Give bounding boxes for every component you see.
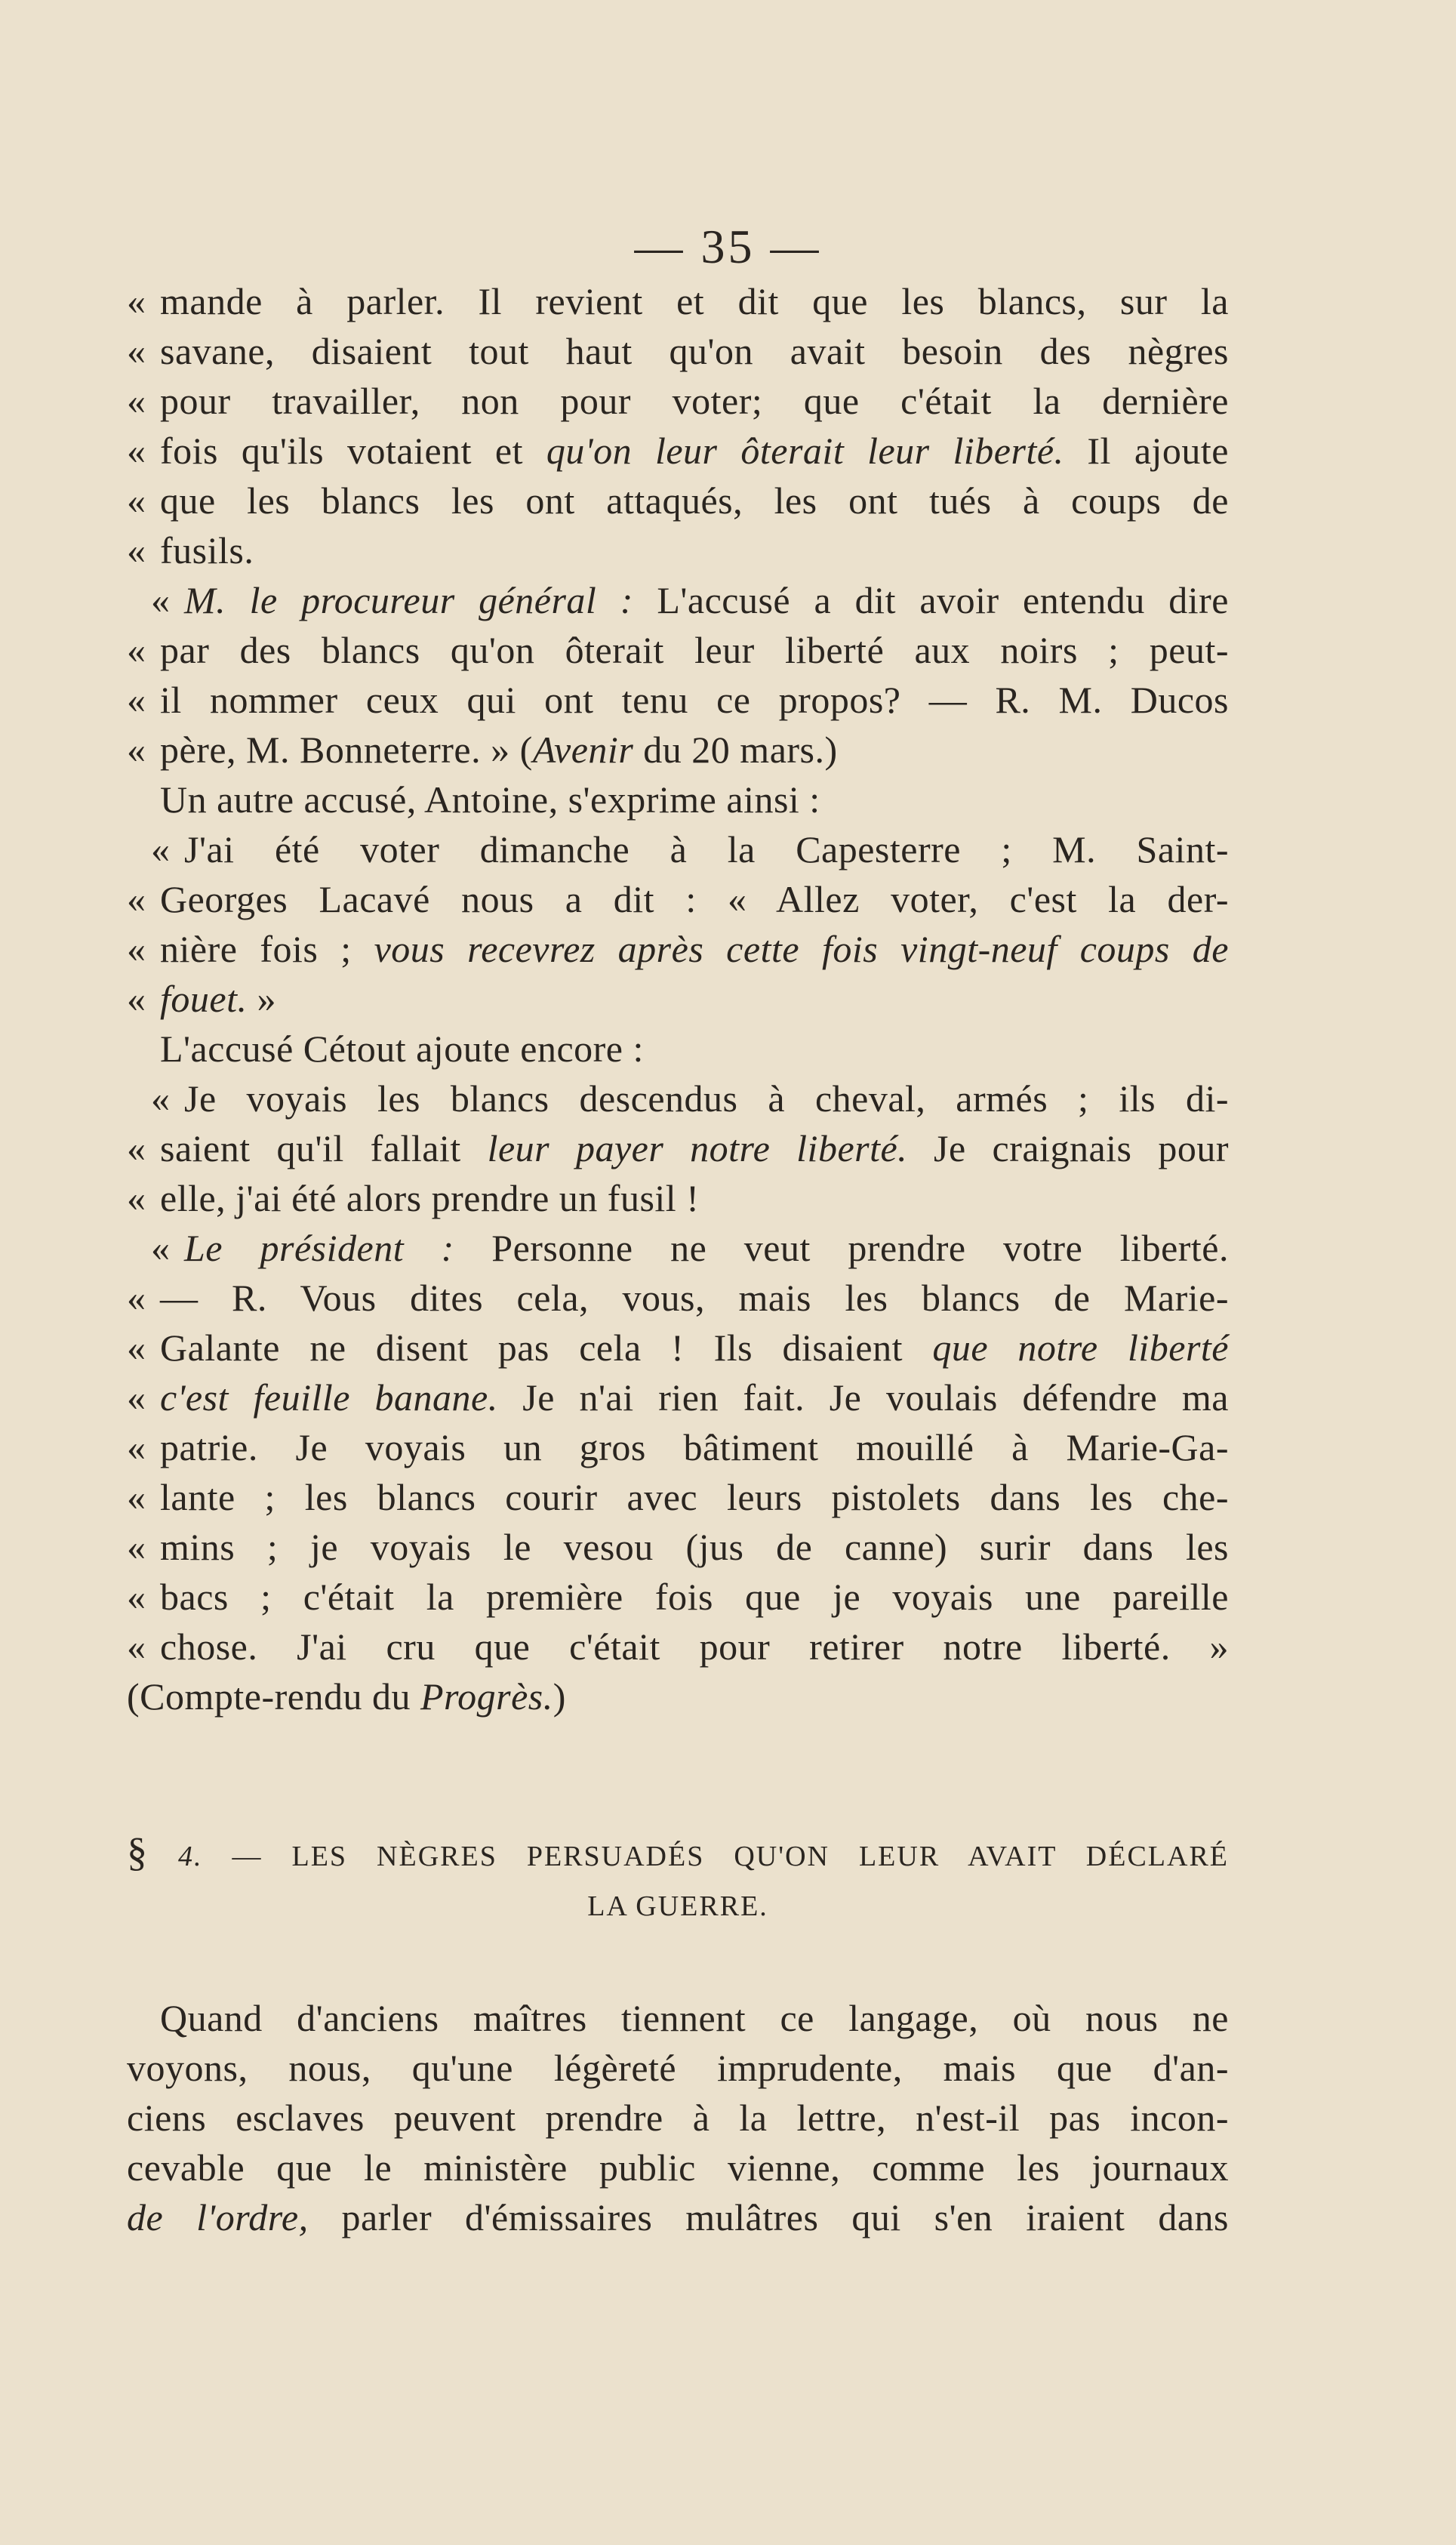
line-text: Galante ne disent pas cela ! Ils disaient — [160, 1326, 933, 1369]
quote-mark: « — [151, 1077, 171, 1120]
line-text: Personne ne veut prendre votre liberté. — [454, 1227, 1229, 1269]
text-line — [127, 2093, 1229, 2143]
quote-mark: « — [127, 529, 146, 572]
line-text: elle, j'ai été alors prendre un fusil ! — [160, 1177, 700, 1219]
text-line — [127, 824, 1229, 874]
quote-mark: « — [151, 1227, 171, 1269]
line-text: ) — [553, 1675, 566, 1718]
line-text-italic: leur payer notre liberté. — [487, 1127, 908, 1169]
line-text: chose. J'ai cru que c'était pour retirer notre liberté. » — [160, 1625, 1229, 1668]
text-line — [127, 974, 1229, 1024]
quote-mark: « — [127, 1376, 146, 1419]
line-text: savane, disaient tout haut qu'on avait besoin des nègres — [160, 330, 1229, 372]
quote-mark: « — [127, 280, 146, 322]
text-line — [127, 525, 1229, 575]
line-text: L'accusé Cétout ajoute encore : — [160, 1028, 644, 1070]
text-line — [127, 775, 1229, 824]
line-text-italic: M. le procureur général : — [184, 579, 633, 621]
quote-mark: « — [127, 1526, 146, 1568]
text-line — [127, 1622, 1229, 1672]
line-text: fusils. — [160, 529, 254, 572]
text-block-commentary — [127, 1993, 1229, 2242]
line-text: Je n'ai rien fait. Je voulais défendre ma — [497, 1376, 1229, 1419]
line-text: fois qu'ils votaient et — [160, 430, 546, 472]
quote-mark: « — [127, 629, 146, 671]
text-line — [127, 675, 1229, 725]
text-line — [127, 1422, 1229, 1472]
line-text: » — [247, 978, 276, 1020]
quote-mark: « — [151, 828, 171, 870]
quote-mark: « — [127, 1476, 146, 1518]
page-number: — 35 — — [634, 220, 822, 273]
line-text: Georges Lacavé nous a dit : « Allez voter, c'est la der- — [160, 878, 1229, 920]
quote-mark: « — [127, 978, 146, 1020]
line-text: Quand d'anciens maîtres tiennent ce langage, où nous ne — [160, 1997, 1229, 2039]
text-line — [127, 625, 1229, 675]
section-heading — [127, 1827, 1229, 1931]
text-line — [127, 1472, 1229, 1522]
line-text: patrie. Je voyais un gros bâtiment mouillé à Marie-Ga- — [160, 1426, 1229, 1468]
line-text: nière fois ; — [160, 928, 374, 970]
quote-mark: « — [151, 579, 171, 621]
line-text: il nommer ceux qui ont tenu ce propos? — R. M. Ducos — [160, 679, 1229, 721]
line-text: père, M. Bonneterre. » ( — [160, 729, 533, 771]
line-text: lante ; les blancs courir avec leurs pistolets dans les che- — [160, 1476, 1229, 1518]
line-text: ciens esclaves peuvent prendre à la lettre, n'est-il pas incon- — [127, 2097, 1229, 2139]
quote-mark: « — [127, 1625, 146, 1668]
text-line — [127, 1323, 1229, 1373]
quote-mark: « — [127, 679, 146, 721]
line-text: Un autre accusé, Antoine, s'exprime ainsi : — [160, 778, 820, 821]
text-line — [127, 575, 1229, 625]
text-line — [127, 1993, 1229, 2043]
text-line — [127, 2043, 1229, 2093]
quote-mark: « — [127, 1426, 146, 1468]
line-text-italic: que notre liberté — [932, 1326, 1229, 1369]
text-line — [127, 725, 1229, 775]
text-line — [127, 276, 1229, 326]
line-text: saient qu'il fallait — [160, 1127, 488, 1169]
quote-mark: « — [127, 878, 146, 920]
line-text: que les blancs les ont attaqués, les ont tués à coups de — [160, 479, 1229, 522]
line-text-italic: de l'ordre, — [127, 2196, 309, 2238]
text-line — [127, 326, 1229, 376]
quote-mark: « — [127, 1277, 146, 1319]
line-text-italic: vous recevrez après cette fois vingt-neuf coups de — [374, 928, 1229, 970]
quote-mark: « — [127, 479, 146, 522]
line-text-italic: c'est feuille banane. — [160, 1376, 498, 1419]
line-text: Il ajoute — [1064, 430, 1229, 472]
line-text: bacs ; c'était la première fois que je voyais une pareille — [160, 1576, 1229, 1618]
quote-mark: « — [127, 1326, 146, 1369]
text-line — [127, 1173, 1229, 1223]
line-text: mins ; je voyais le vesou (jus de canne) surir dans les — [160, 1526, 1229, 1568]
text-line — [127, 1273, 1229, 1323]
quote-mark: « — [127, 928, 146, 970]
text-line — [127, 426, 1229, 476]
line-text: Je craignais pour — [907, 1127, 1229, 1169]
text-line — [127, 1572, 1229, 1622]
line-text-italic: qu'on leur ôterait leur liberté. — [546, 430, 1064, 472]
quote-mark: « — [127, 1127, 146, 1169]
text-line — [127, 376, 1229, 426]
section-sign: § — [127, 1829, 149, 1875]
text-block-quotations — [127, 276, 1229, 1721]
text-line — [127, 1024, 1229, 1074]
line-text: J'ai été voter dimanche à la Capesterre ; M. Saint- — [184, 828, 1229, 870]
text-line — [127, 924, 1229, 974]
line-text: Je voyais les blancs descendus à cheval, armés ; ils di- — [184, 1077, 1229, 1120]
line-text: parler d'émissaires mulâtres qui s'en iraient dans — [308, 2196, 1229, 2238]
quote-mark: « — [127, 1576, 146, 1618]
line-text: L'accusé a dit avoir entendu dire — [633, 579, 1230, 621]
text-line — [127, 1074, 1229, 1123]
text-line — [127, 1672, 1229, 1721]
quote-mark: « — [127, 729, 146, 771]
text-line — [127, 476, 1229, 525]
line-text-italic: Le président : — [184, 1227, 454, 1269]
section-title-part-1: — LES NÈGRES PERSUADÉS QU'ON LEUR AVAIT DÉCLARÉ — [202, 1841, 1229, 1872]
line-text-italic: Avenir — [532, 729, 634, 771]
quote-mark: « — [127, 380, 146, 422]
quote-mark: « — [127, 330, 146, 372]
section-heading-line-1 — [127, 1827, 1229, 1881]
text-line — [127, 2192, 1229, 2242]
text-line — [127, 2143, 1229, 2192]
section-number: 4. — [178, 1841, 203, 1872]
line-text: (Compte-rendu du — [127, 1675, 420, 1718]
text-line — [127, 1522, 1229, 1572]
line-text: du 20 mars.) — [633, 729, 838, 771]
line-text: — R. Vous dites cela, vous, mais les blancs de Marie- — [160, 1277, 1229, 1319]
text-line — [127, 1123, 1229, 1173]
quote-mark: « — [127, 430, 146, 472]
line-text-italic: fouet. — [160, 978, 248, 1020]
text-line — [127, 1223, 1229, 1273]
line-text: voyons, nous, qu'une légèreté imprudente, mais que d'an- — [127, 2047, 1229, 2089]
line-text: cevable que le ministère public vienne, comme les journaux — [127, 2146, 1229, 2189]
quote-mark: « — [127, 1177, 146, 1219]
section-title-part-2: LA GUERRE. — [587, 1890, 768, 1922]
line-text: pour travailler, non pour voter; que c'était la dernière — [160, 380, 1229, 422]
line-text: par des blancs qu'on ôterait leur liberté aux noirs ; peut- — [160, 629, 1229, 671]
text-line — [127, 874, 1229, 924]
line-text: mande à parler. Il revient et dit que les blancs, sur la — [160, 280, 1229, 322]
line-text-italic: Progrès. — [420, 1675, 553, 1718]
text-line — [127, 1373, 1229, 1422]
